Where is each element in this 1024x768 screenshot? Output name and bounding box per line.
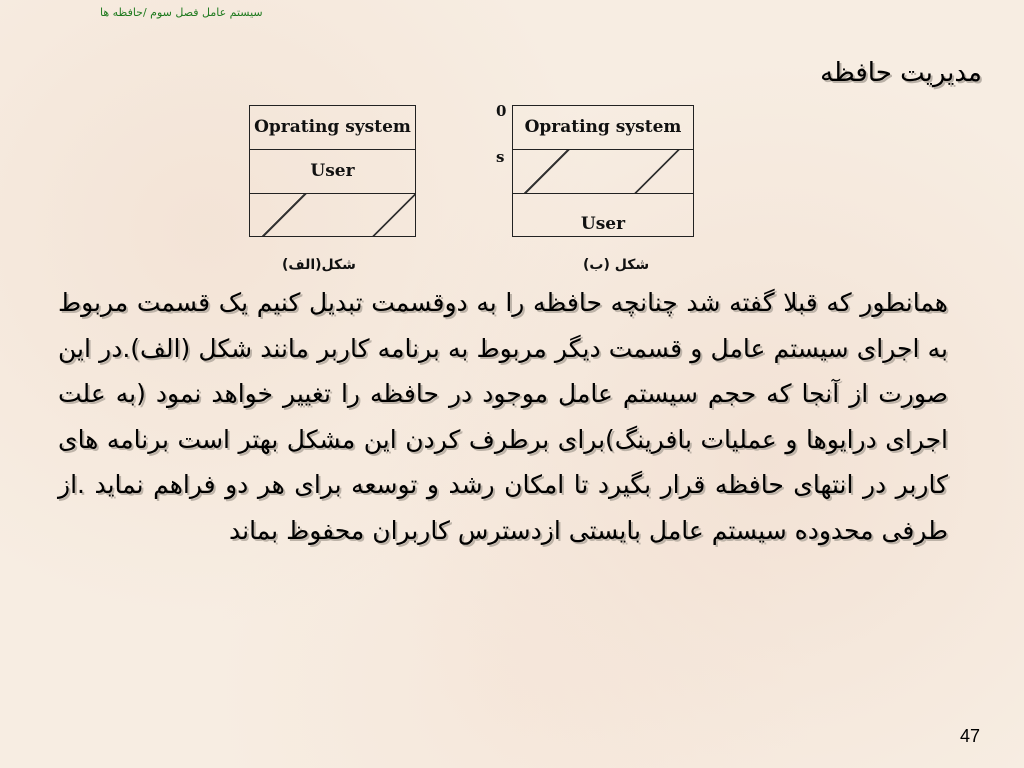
free-region-a [250,193,415,236]
user-region-a: User [250,149,415,193]
address-s-marker: s [496,148,505,166]
slide-title: مدیریت حافظه [820,58,982,88]
caption-b: شکل (ب) [583,257,650,273]
memory-diagram-a [249,105,416,237]
memory-diagram-b [512,105,694,237]
page-number: 47 [959,726,980,746]
address-zero-marker: 0 [496,102,507,120]
os-region-b: Oprating system [524,117,682,137]
slide-header: سیستم عامل فصل سوم /حافظه ها [100,6,263,19]
os-region-a: Oprating system [254,117,411,137]
body-paragraph: همانطور که قبلا گفته شد چنانچه حافظه را به دوقسمت تبدیل کنیم یک قسمت مربوط به اجرای سیستم عامل و قسمت دیگر مربوط به برنامه کاربر مانند شکل (الف).در این صورت از آنجا که حجم سیستم عامل موجود در حافظه را تغییر خواهد نمود (به علت اجرای درایوها و عملیات بافرینگ)برای برطرف کردن این مشکل بهتر است برنامه های کاربر در انتهای حافظه قرار بگیرد تا امکان رشد و توسعه برای هر دو فراهم نماید .از طرفی محدوده سیستم عامل بایستی ازدسترس کاربران محفوظ بماند [58,288,948,545]
free-region-b [513,149,693,193]
caption-a: شکل(الف) [282,257,356,273]
user-region-b: User [513,193,693,236]
